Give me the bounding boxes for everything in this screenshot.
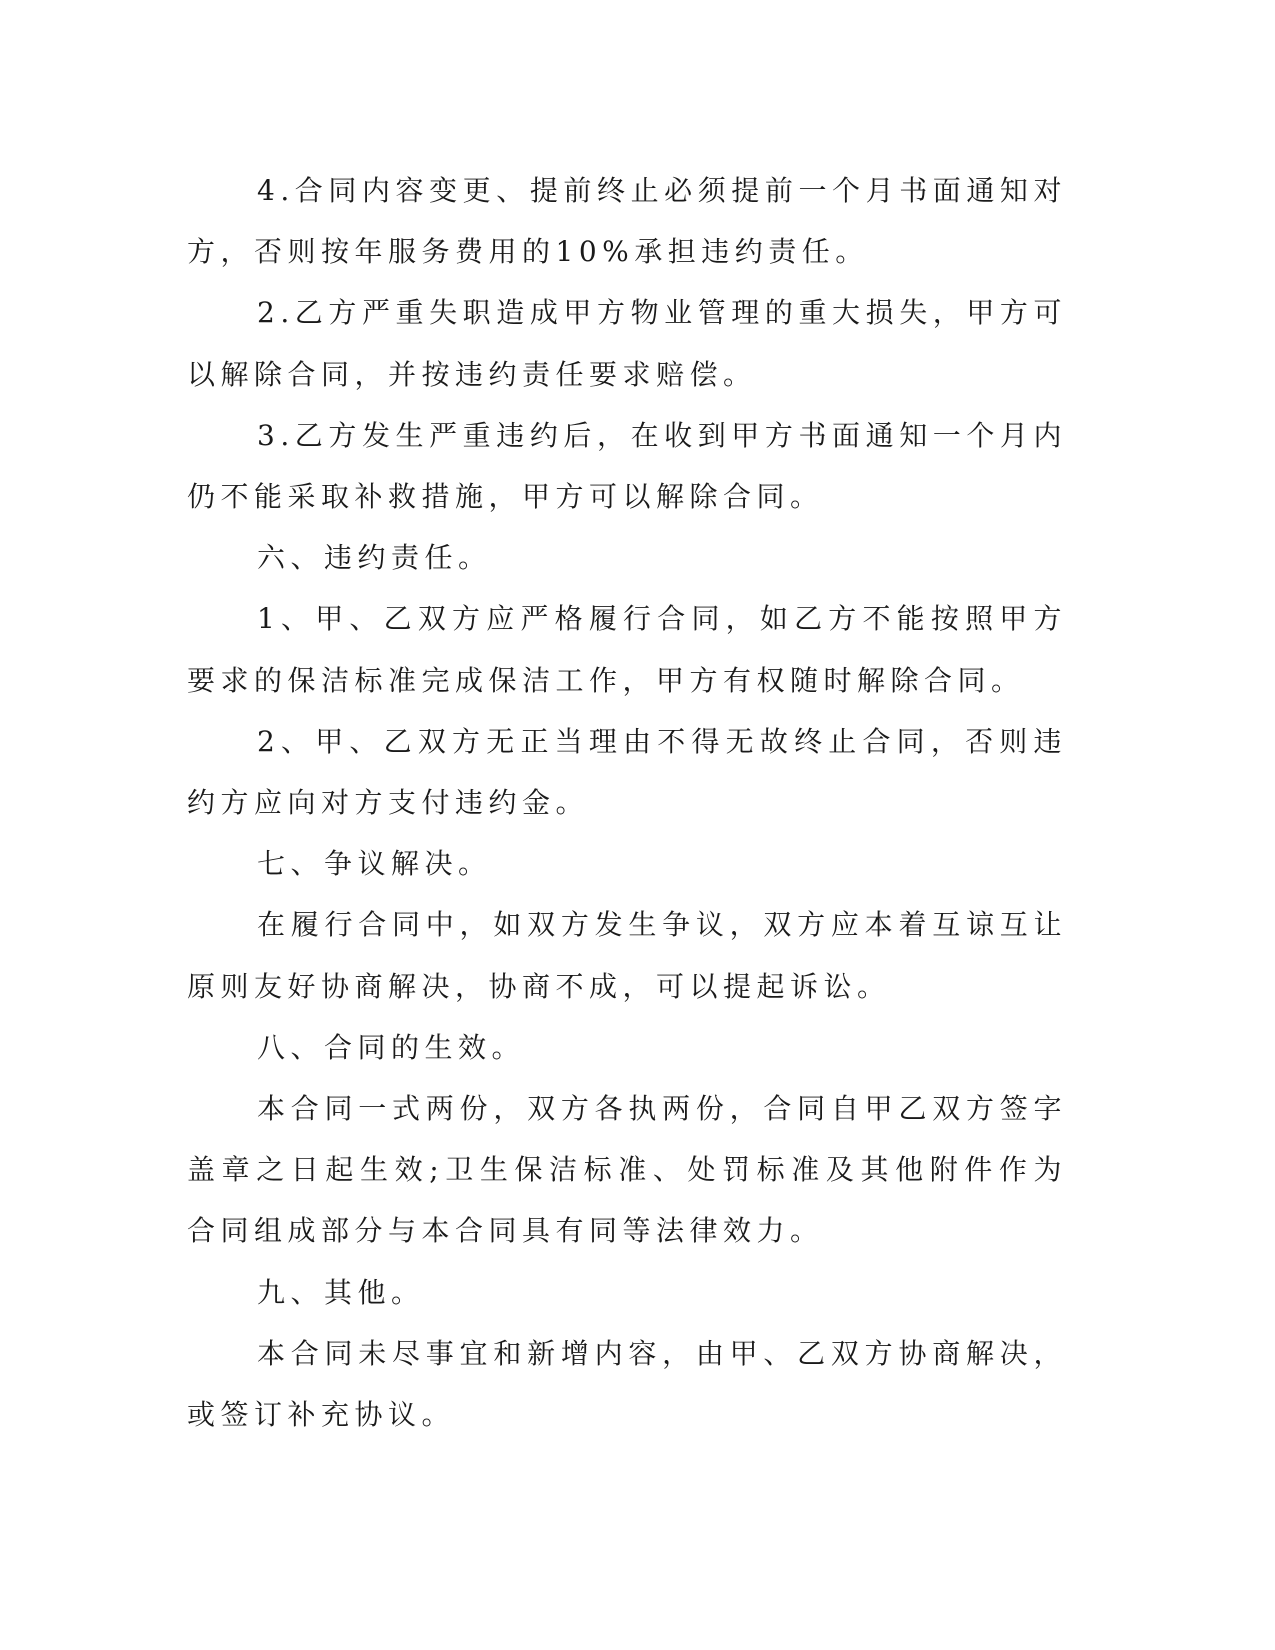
paragraph-liability-1: 1、甲、乙双方应严格履行合同，如乙方不能按照甲方要求的保洁标准完成保洁工作，甲方有权随时解除合同。 [187,602,1067,697]
paragraph-other: 本合同未尽事宜和新增内容，由甲、乙双方协商解决，或签订补充协议。 [187,1336,1067,1432]
paragraph-dispute: 在履行合同中，如双方发生争议，双方应本着互谅互让原则友好协商解决，协商不成，可以提起诉讼。 [187,908,1067,1003]
section-heading-liability: 六、违约责任。 [257,541,492,575]
section-heading-dispute: 七、争议解决。 [257,847,492,881]
paragraph-serious-breach-remedy: 3.乙方发生严重违约后，在收到甲方书面通知一个月内仍不能采取补救措施，甲方可以解除合同。 [187,418,1067,514]
section-heading-effectiveness: 八、合同的生效。 [257,1030,526,1064]
document-body [187,160,1067,1445]
paragraph-contract-change-notice: 4.合同内容变更、提前终止必须提前一个月书面通知对方，否则按年服务费用的10%承担违约责任。 [187,174,1067,269]
paragraph-liability-2: 2、甲、乙双方无正当理由不得无故终止合同，否则违约方应向对方支付违约金。 [187,724,1067,820]
section-heading-other: 九、其他。 [257,1275,425,1309]
paragraph-serious-negligence: 2.乙方严重失职造成甲方物业管理的重大损失，甲方可以解除合同，并按违约责任要求赔偿。 [187,296,1067,391]
paragraph-effectiveness: 本合同一式两份，双方各执两份，合同自甲乙双方签字盖章之日起生效;卫生保洁标准、处罚标准及其他附件作为合同组成部分与本合同具有同等法律效力。 [187,1092,1067,1248]
